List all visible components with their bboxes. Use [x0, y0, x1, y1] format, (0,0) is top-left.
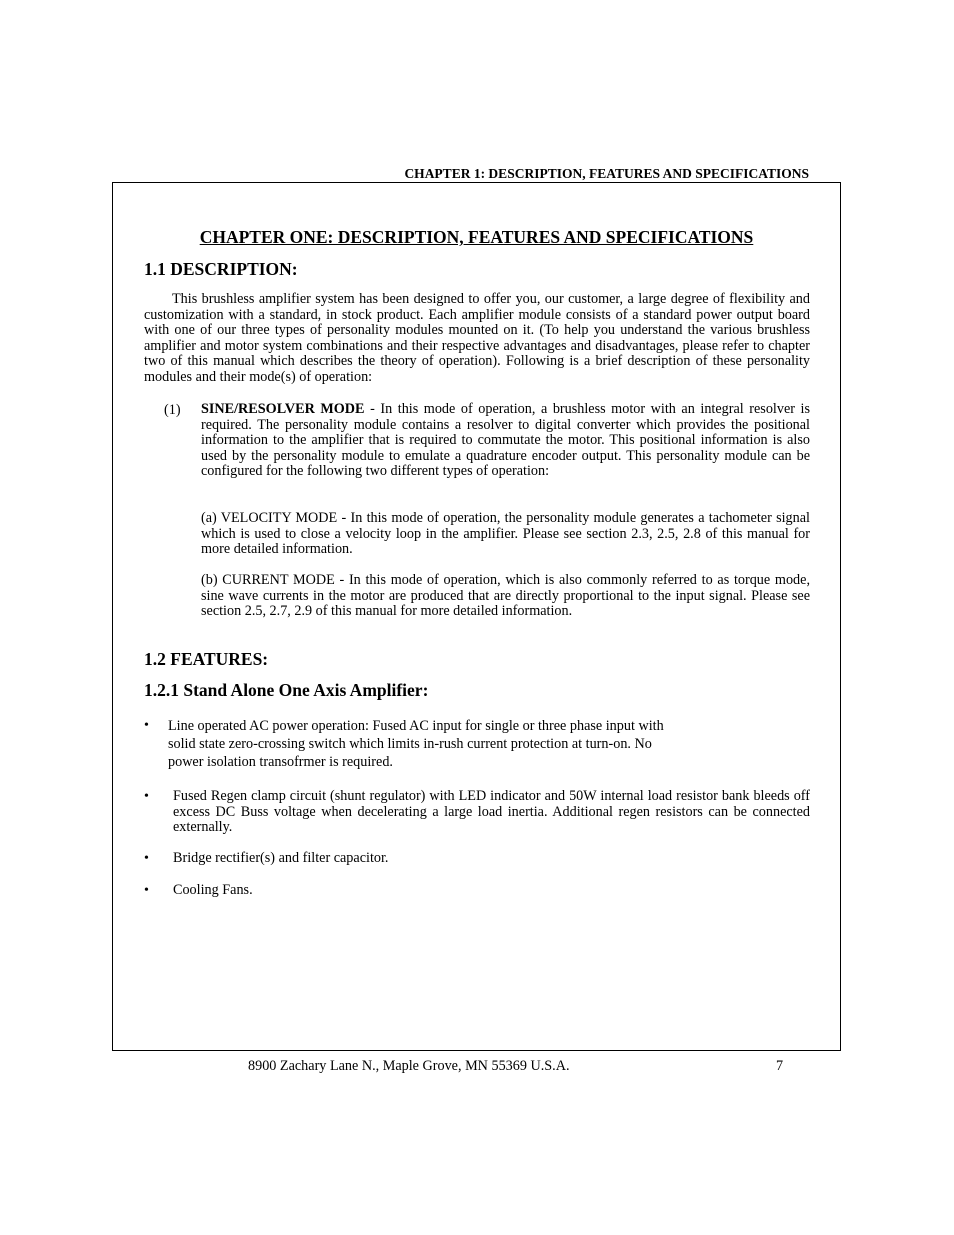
list-item-ac-power [168, 717, 805, 771]
footer-address: 8900 Zachary Lane N., Maple Grove, MN 55369 U.S.A. [248, 1058, 570, 1074]
current-mode-paragraph: (b) CURRENT MODE - In this mode of operation, which is also commonly referred to as torque mode, sine wave currents in the motor are produced that are directly proportional to the input signal. Please see section 2.5, 2.7, 2.9 of this manual for more detailed information. [201, 572, 810, 620]
list-item-number: (1) [164, 402, 181, 418]
intro-paragraph: This brushless amplifier system has been designed to offer you, our customer, a large degree of flexibility and customization with a standard, in stock product. Each amplifier module consists of a standard power output board with one of our three types of personality modules mounted on it. (To help you understand the various brushless amplifier and motor system combinations and their respective advantages and disadvantages, please refer to chapter two of this manual which describes the theory of operation). Following is a brief description of these personality modules and their mode(s) of operation: [144, 291, 810, 385]
bullet-icon: • [144, 883, 149, 898]
section-heading-features: 1.2 FEATURES: [144, 649, 269, 669]
velocity-mode-paragraph: (a) VELOCITY MODE - In this mode of operation, the personality module generates a tachometer signal which is used to close a velocity loop in the amplifier. Please see section 2.3, 2.5, 2.8 of this manual for more detailed information. [201, 510, 810, 558]
list-item-line: power isolation transofrmer is required. [168, 754, 393, 770]
sine-resolver-mode-text: - In this mode of operation, a brushless motor with an integral resolver is required. The personality module contains a resolver to digital converter which provides the positional information to the amplifier that is required to commutate the motor. This positional information is also used by the personality module to emulate a quadrature encoder output. This personality module can be configured for the following two different types of operation: [201, 401, 810, 480]
bullet-icon: • [144, 789, 149, 804]
list-item-regen-clamp: Fused Regen clamp circuit (shunt regulator) with LED indicator and 50W internal load resistor bank bleeds off excess DC Buss voltage when decelerating a large load inertia. Additional regen resistors can be connected externally. [173, 788, 810, 836]
section-subheading-stand-alone: 1.2.1 Stand Alone One Axis Amplifier: [144, 680, 429, 700]
list-item-bridge-rectifier: Bridge rectifier(s) and filter capacitor. [173, 850, 389, 866]
bullet-icon: • [144, 718, 149, 733]
list-item-line: Line operated AC power operation: Fused AC input for single or three phase input with [168, 718, 664, 734]
page-number: 7 [776, 1058, 784, 1074]
chapter-title: CHAPTER ONE: DESCRIPTION, FEATURES AND SPECIFICATIONS [199, 227, 754, 247]
list-item-cooling-fans: Cooling Fans. [173, 882, 253, 898]
bullet-icon: • [144, 851, 149, 866]
sine-resolver-mode-title: SINE/RESOLVER MODE [201, 401, 365, 417]
sine-resolver-mode-paragraph [201, 402, 810, 480]
page-frame [112, 182, 841, 1051]
running-header: CHAPTER 1: DESCRIPTION, FEATURES AND SPECIFICATIONS [404, 166, 809, 181]
section-heading-description: 1.1 DESCRIPTION: [144, 259, 298, 279]
list-item-line: solid state zero-crossing switch which limits in-rush current protection at turn-on. No [168, 736, 652, 752]
